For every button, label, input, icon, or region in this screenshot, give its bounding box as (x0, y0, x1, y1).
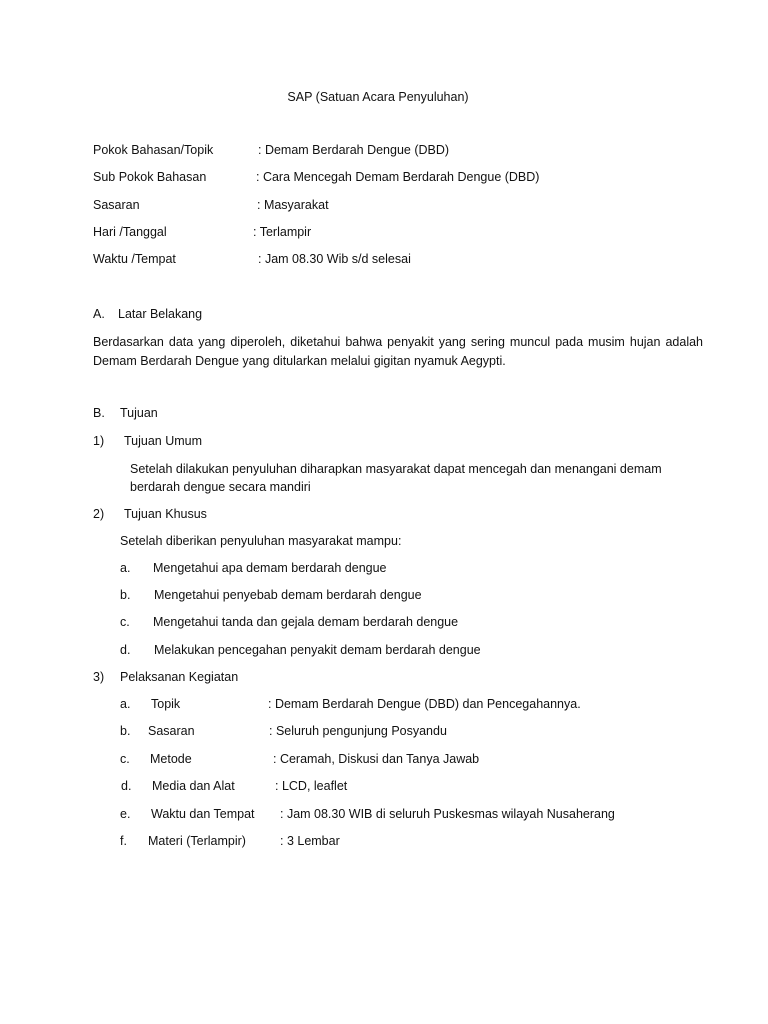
pelaksanaan-item-marker: f. (120, 834, 127, 848)
tujuan-umum-marker: 1) (93, 434, 105, 448)
pelaksanaan-heading: Pelaksanan Kegiatan (120, 670, 239, 684)
tujuan-khusus-heading: Tujuan Khusus (124, 507, 207, 521)
pelaksanaan-item-value: : Ceramah, Diskusi dan Tanya Jawab (273, 752, 480, 766)
info-label-hari: Hari /Tanggal (93, 225, 167, 239)
khusus-item-marker: d. (120, 643, 131, 657)
pelaksanaan-item-label: Topik (151, 697, 181, 711)
pelaksanaan-item-value: : Seluruh pengunjung Posyandu (269, 724, 447, 738)
info-value-hari: : Terlampir (253, 225, 312, 239)
info-value-topik: : Demam Berdarah Dengue (DBD) (258, 143, 450, 157)
tujuan-khusus-intro: Setelah diberikan penyuluhan masyarakat mampu: (120, 534, 402, 548)
tujuan-khusus-marker: 2) (93, 507, 105, 521)
document-title: SAP (Satuan Acara Penyuluhan) (287, 90, 469, 104)
pelaksanaan-item-marker: c. (120, 752, 130, 766)
pelaksanaan-item-value: : 3 Lembar (280, 834, 340, 848)
khusus-item-marker: a. (120, 561, 131, 575)
pelaksanaan-item-marker: e. (120, 807, 131, 821)
khusus-item-text: Melakukan pencegahan penyakit demam berdarah dengue (154, 643, 481, 657)
info-label-topik: Pokok Bahasan/Topik (93, 143, 214, 157)
section-a-paragraph: Berdasarkan data yang diperoleh, diketahui bahwa penyakit yang sering muncul pada musim hujan adalah Demam Berdarah Dengue yang ditularkan melalui gigitan nyamuk Aegypti. (93, 335, 703, 368)
pelaksanaan-item-marker: b. (120, 724, 131, 738)
khusus-item-text: Mengetahui penyebab demam berdarah dengue (154, 588, 422, 602)
info-label-sasaran: Sasaran (93, 198, 140, 212)
khusus-item-text: Mengetahui tanda dan gejala demam berdarah dengue (153, 615, 459, 629)
pelaksanaan-item-value: : Demam Berdarah Dengue (DBD) dan Pencegahannya. (268, 697, 581, 711)
info-label-waktu: Waktu /Tempat (93, 252, 176, 266)
tujuan-umum-text: Setelah dilakukan penyuluhan diharapkan masyarakat dapat mencegah dan menangani demam berdarah dengue secara mandiri (130, 462, 662, 494)
section-b-heading: Tujuan (120, 406, 158, 420)
pelaksanaan-item-label: Metode (150, 752, 192, 766)
tujuan-umum-heading: Tujuan Umum (124, 434, 203, 448)
pelaksanaan-item-label: Waktu dan Tempat (151, 807, 255, 821)
pelaksanaan-item-value: : LCD, leaflet (275, 779, 348, 793)
khusus-item-marker: c. (120, 615, 130, 629)
pelaksanaan-item-label: Sasaran (148, 724, 195, 738)
pelaksanaan-item-label: Media dan Alat (152, 779, 235, 793)
pelaksanaan-item-marker: d. (121, 779, 132, 793)
khusus-item-marker: b. (120, 588, 131, 602)
section-a-marker: A. (93, 307, 105, 321)
info-label-sub-pokok: Sub Pokok Bahasan (93, 170, 207, 184)
khusus-item-text: Mengetahui apa demam berdarah dengue (153, 561, 387, 575)
info-value-sasaran: : Masyarakat (257, 198, 329, 212)
pelaksanaan-item-value: : Jam 08.30 WIB di seluruh Puskesmas wilayah Nusaherang (280, 807, 615, 821)
pelaksanaan-item-marker: a. (120, 697, 131, 711)
section-b-marker: B. (93, 406, 105, 420)
info-value-waktu: : Jam 08.30 Wib s/d selesai (258, 252, 411, 266)
info-value-sub-pokok: : Cara Mencegah Demam Berdarah Dengue (DBD) (256, 170, 540, 184)
pelaksanaan-item-label: Materi (Terlampir) (148, 834, 246, 848)
pelaksanaan-marker: 3) (93, 670, 105, 684)
section-a-heading: Latar Belakang (118, 307, 203, 321)
